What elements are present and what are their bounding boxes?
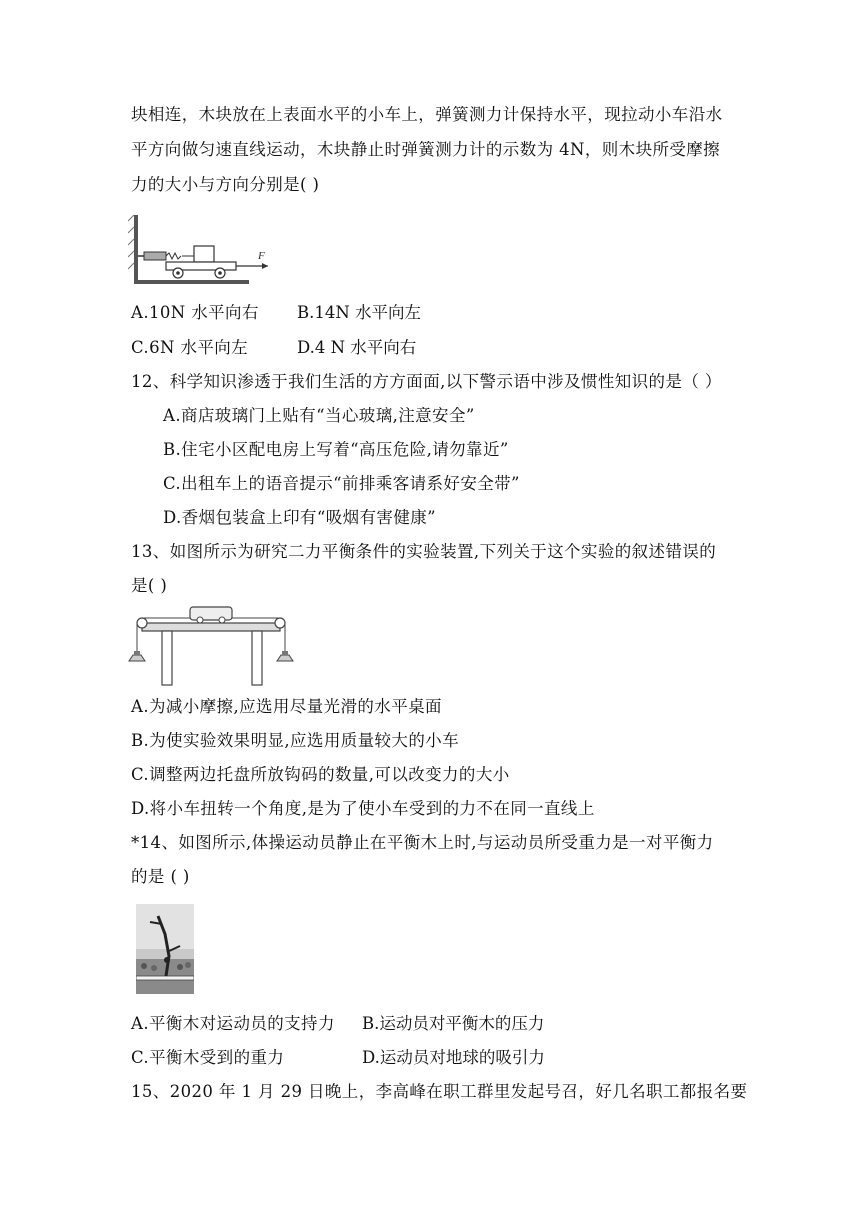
q14-option-a: A.平衡木对运动员的支持力 [131,1014,335,1033]
q12-stem: 12、科学知识渗透于我们生活的方方面面,以下警示语中涉及惯性知识的是（ ） [131,372,722,391]
q13-option-a: A.为减小摩擦,应选用尽量光滑的水平桌面 [131,697,442,716]
q11-option-d: D.4 N 水平向右 [297,338,417,357]
q11-option-b: B.14N 水平向左 [297,303,422,322]
q13-stem-line-2: 是( ) [131,576,168,595]
q12-option-a: A.商店玻璃门上贴有“当心玻璃,注意安全” [163,406,475,425]
q11-stem-line-2: 平方向做匀速直线运动，木块静止时弹簧测力计的示数为 4N，则木块所受摩擦 [131,140,721,159]
q14-option-b: B.运动员对平衡木的压力 [362,1014,545,1033]
q12-option-d: D.香烟包装盒上印有“吸烟有害健康” [163,508,436,527]
gymnast-balance-beam-photo [136,904,194,994]
two-force-balance-figure [128,599,298,689]
q12-option-b: B.住宅小区配电房上写着“高压危险,请勿靠近” [163,440,509,459]
q12-option-c: C.出租车上的语音提示“前排乘客请系好安全带” [163,474,520,493]
q14-stem-line-1: *14、如图所示,体操运动员静止在平衡木上时,与运动员所受重力是一对平衡力 [131,833,714,852]
q15-stem: 15、2020 年 1 月 29 日晚上，李高峰在职工群里发起号召，好几名职工都报名要 [131,1082,748,1101]
q14-stem-line-2: 的是 ( ) [131,867,190,886]
q14-option-d: D.运动员对地球的吸引力 [362,1048,545,1067]
spring-scale-cart-figure [128,213,278,287]
force-label: F [258,250,265,262]
q11-stem-line-3: 力的大小与方向分别是( ) [131,175,320,194]
q13-option-d: D.将小车扭转一个角度,是为了使小车受到的力不在同一直线上 [131,799,595,818]
q13-option-b: B.为使实验效果明显,应选用质量较大的小车 [131,731,460,750]
q11-option-c: C.6N 水平向左 [131,338,249,357]
q13-option-c: C.调整两边托盘所放钩码的数量,可以改变力的大小 [131,765,510,784]
q13-stem-line-1: 13、如图所示为研究二力平衡条件的实验装置,下列关于这个实验的叙述错误的 [131,542,717,561]
q14-option-c: C.平衡木受到的重力 [131,1048,285,1067]
q11-option-a: A.10N 水平向右 [131,303,259,322]
q11-stem-line-1: 块相连，木块放在上表面水平的小车上，弹簧测力计保持水平，现拉动小车沿水 [131,105,723,124]
